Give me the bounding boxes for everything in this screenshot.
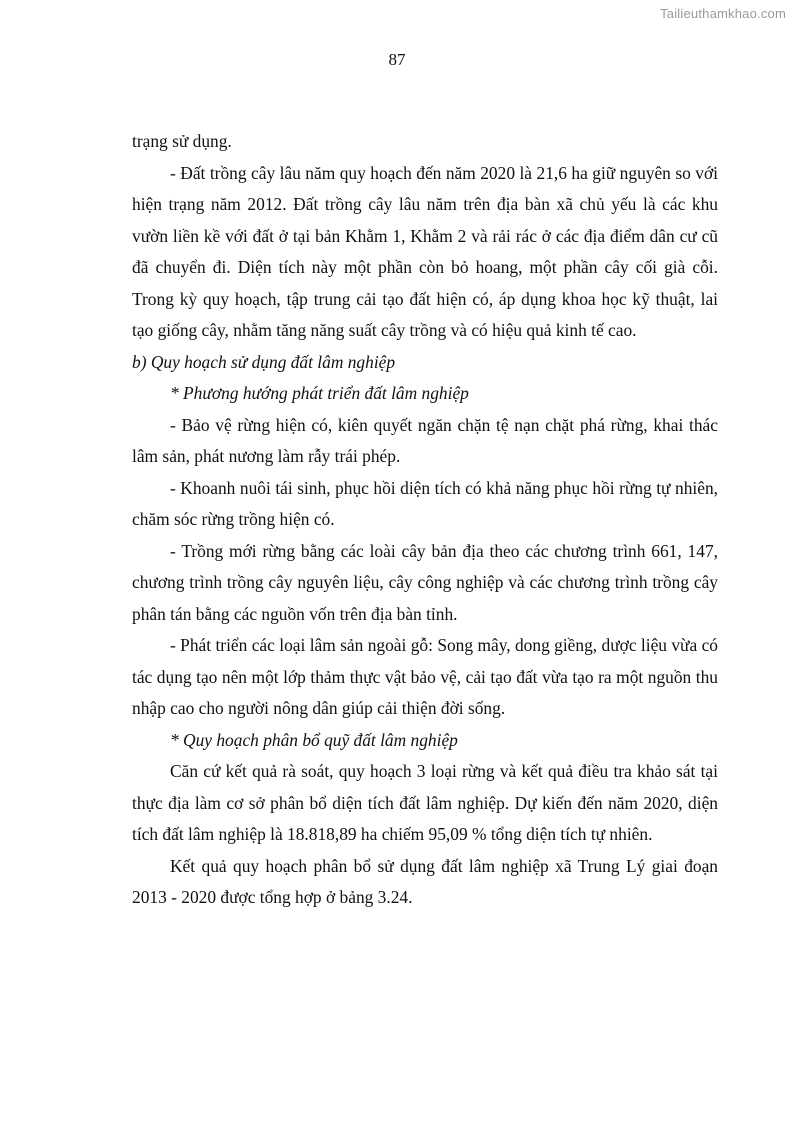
paragraph-perennial-crops: - Đất trồng cây lâu năm quy hoạch đến năm 2020 là 21,6 ha giữ nguyên so với hiện trạng năm 2012. Đất trồng cây lâu năm trên địa bàn xã chủ yếu là các khu vườn liền kề với đất ở tại bản Khằm 1, Khằm 2 và rải rác ở các địa điểm dân cư cũ đã chuyển đi. Diện tích này một phần còn bỏ hoang, một phần cây cối già cỗi. Trong kỳ quy hoạch, tập trung cải tạo đất hiện có, áp dụng khoa học kỹ thuật, lai tạo giống cây, nhằm tăng năng suất cây trồng và có hiệu quả kinh tế cao.	[132, 162, 718, 340]
paragraph-table-reference: Kết quả quy hoạch phân bổ sử dụng đất lâm nghiệp xã Trung Lý giai đoạn 2013 - 2020 được tổng hợp ở bảng 3.24.	[132, 855, 718, 907]
subheading-development-direction: * Phương hướng phát triển đất lâm nghiệp	[170, 383, 469, 403]
bullet-forest-protection: - Bảo vệ rừng hiện có, kiên quyết ngăn chặn tệ nạn chặt phá rừng, khai thác lâm sản, phát nương làm rẫy trái phép.	[132, 414, 718, 466]
bullet-regeneration: - Khoanh nuôi tái sinh, phục hồi diện tích có khả năng phục hồi rừng tự nhiên, chăm sóc rừng trồng hiện có.	[132, 477, 718, 529]
paragraph-continuation: trạng sử dụng.	[132, 131, 232, 151]
bullet-non-timber-products: - Phát triển các loại lâm sản ngoài gỗ: Song mây, dong giềng, dược liệu vừa có tác dụng tạo nên một lớp thảm thực vật bảo vệ, cải tạo đất vừa tạo ra một nguồn thu nhập cao cho người nông dân giúp cải thiện đời sống.	[132, 635, 718, 718]
subheading-land-allocation: * Quy hoạch phân bổ quỹ đất lâm nghiệp	[170, 729, 458, 750]
section-heading-forestry-land: b) Quy hoạch sử dụng đất lâm nghiệp	[132, 351, 396, 372]
document-body	[132, 126, 718, 914]
paragraph-allocation-basis: Căn cứ kết quả rà soát, quy hoạch 3 loại rừng và kết quả điều tra khảo sát tại thực địa làm cơ sở phân bổ diện tích đất lâm nghiệp. Dự kiến đến năm 2020, diện tích đất lâm nghiệp là 18.818,89 ha chiếm 95,09 % tổng diện tích tự nhiên.	[132, 761, 718, 844]
watermark-text: Tailieuthamkhao.com	[660, 6, 786, 21]
page-number: 87	[388, 50, 406, 69]
bullet-new-planting: - Trồng mới rừng bằng các loài cây bản địa theo các chương trình 661, 147, chương trình trồng cây nguyên liệu, cây công nghiệp và các chương trình trồng cây phân tán bằng các nguồn vốn trên địa bàn tỉnh.	[132, 540, 718, 624]
